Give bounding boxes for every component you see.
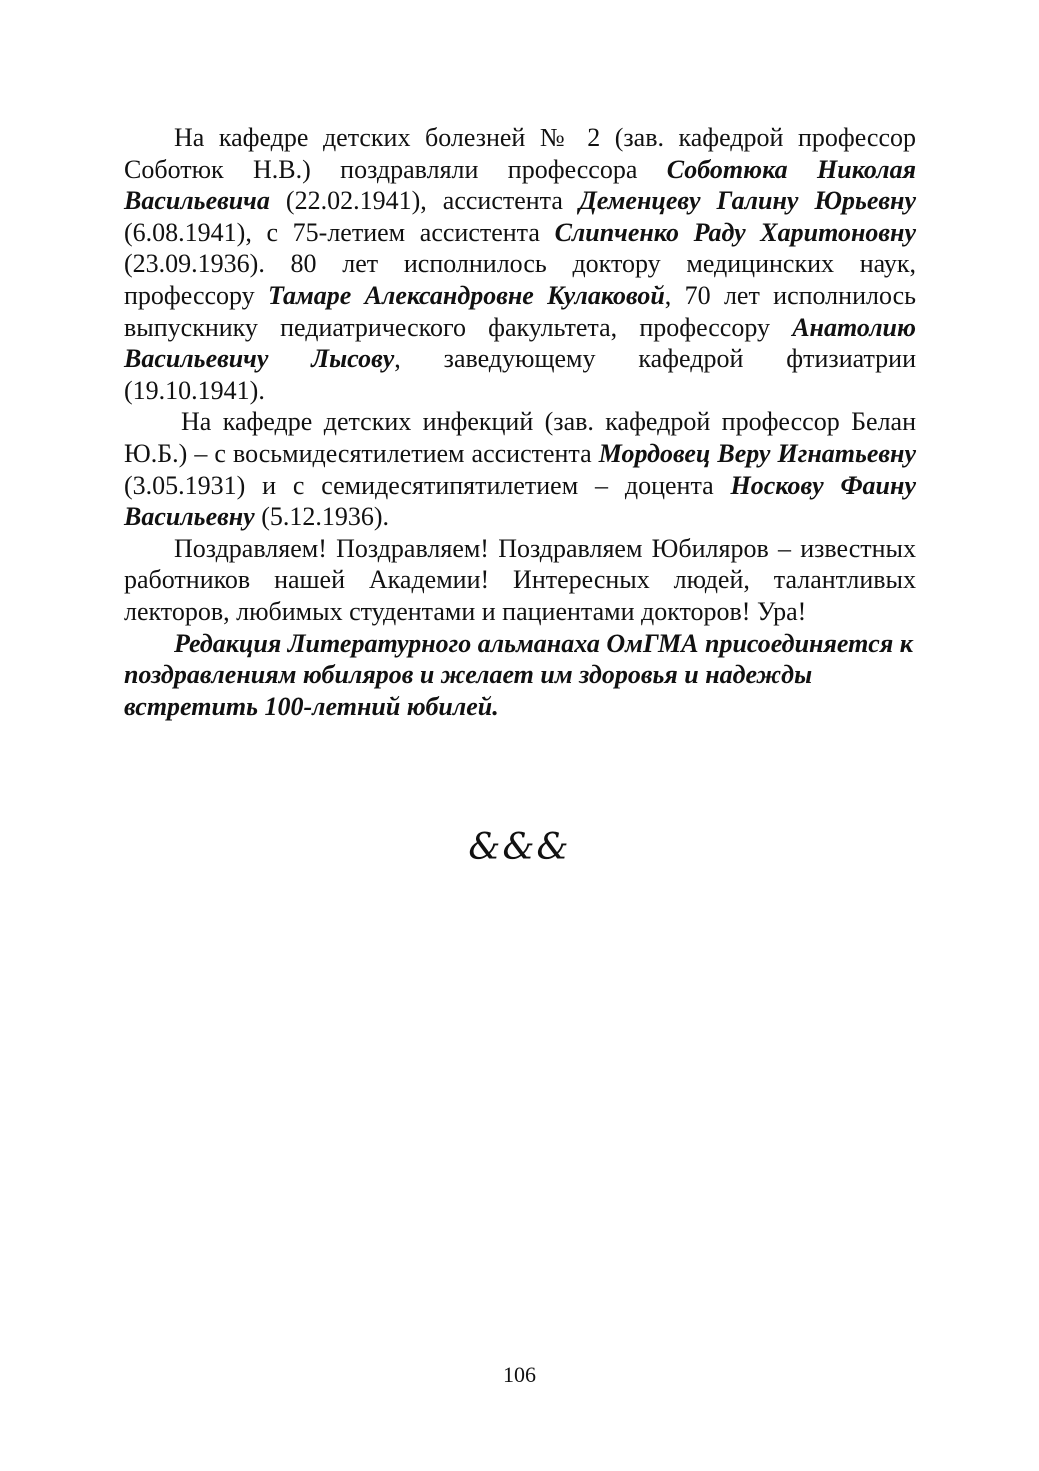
honoree-name: Слипченко Раду Харитоновну: [554, 217, 916, 247]
text-run: (22.02.1941), ассистента: [269, 186, 579, 216]
paragraph-department-childrens-diseases: [124, 122, 916, 406]
honoree-name: Мордовец Веру Игнатьевну: [598, 438, 916, 468]
honoree-name: Соботюка Николая Васильевича: [124, 154, 916, 216]
text-run: , 70 лет исполнилось выпускнику педиатрического факультета, профессору: [124, 280, 916, 342]
honoree-name: Тамаре Александровне Кулаковой: [268, 280, 665, 310]
page-number: 106: [503, 1362, 536, 1387]
honoree-name: Носкову Фаину Васильевну: [124, 470, 916, 532]
section-ornament: &&&: [468, 827, 571, 868]
text-run: (6.08.1941), с 75-летием ассистента: [124, 217, 555, 247]
honoree-name: Деменцеву Галину Юрьевну: [578, 186, 916, 216]
text-run: На кафедре детских инфекций (зав. кафедрой профессор Белан Ю.Б.) – с восьмидесятилетием ассистента: [124, 407, 916, 468]
text-run: (5.12.1936).: [254, 502, 390, 532]
paragraph-editorial-note: Редакция Литературного альманаха ОмГМА присоединяется к поздравлениям юбиляров и желает им здоровья и надежды встретить 100-летний юбилей.: [124, 628, 913, 721]
text-run: На кафедре детских болезней № 2 (зав. кафедрой профессор Соботюк Н.В.) поздравляли профессора: [124, 123, 916, 184]
body-text: [124, 122, 916, 722]
text-run: (3.05.1931) и с семидесятипятилетием – доцента: [124, 470, 731, 500]
paragraph-congratulations: Поздравляем! Поздравляем! Поздравляем Юбиляров – известных работников нашей Академии! Интересных людей, талантливых лекторов, любимых студентами и пациентами докторов! Ура!: [124, 533, 916, 626]
text-run: (23.09.1936). 80 лет исполнилось доктору медицинских наук, профессору: [124, 249, 916, 310]
text-run: , заведующему кафедрой фтизиатрии (19.10.1941).: [124, 344, 916, 405]
honoree-name: Анатолию Васильевичу Лысову: [124, 312, 916, 374]
paragraph-department-childrens-infections: [124, 406, 916, 532]
